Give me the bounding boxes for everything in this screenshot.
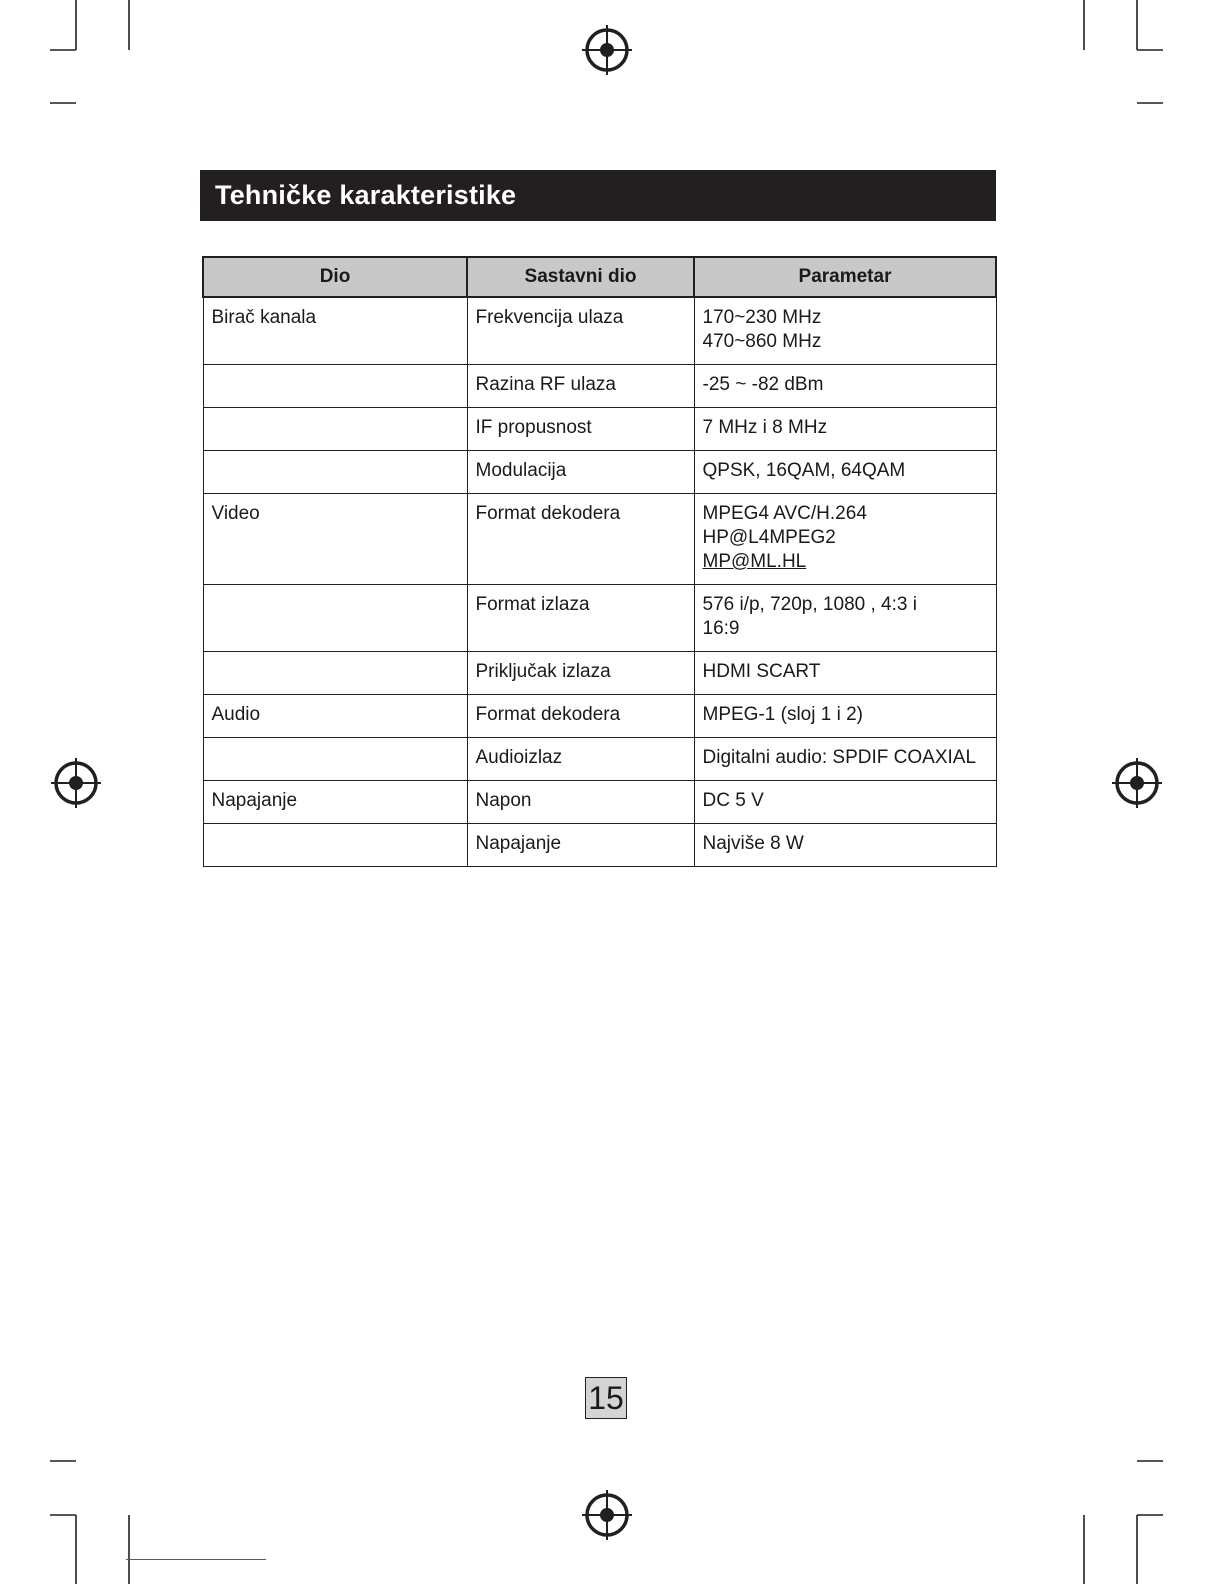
cell-parametar: [694, 451, 996, 494]
crop-mark-top-left: [50, 0, 129, 103]
cell-sastavni: Format dekodera: [467, 695, 694, 738]
header-parametar: Parametar: [694, 257, 996, 297]
section-title: Tehničke karakteristike: [215, 180, 517, 210]
cell-sastavni: Frekvencija ulaza: [467, 297, 694, 365]
param-line: HP@L4MPEG2: [702, 527, 836, 548]
cell-dio: [203, 652, 467, 695]
table-row: [203, 695, 996, 738]
divider-line: [126, 1559, 266, 1560]
cell-parametar: [694, 365, 996, 408]
cell-sastavni: IF propusnost: [467, 408, 694, 451]
param-line: HDMI SCART: [702, 661, 821, 682]
registration-mark-bottom: [582, 1490, 632, 1540]
cell-dio: [203, 365, 467, 408]
param-line: Najviše 8 W: [702, 833, 804, 854]
table-row: [203, 585, 996, 652]
table-row: [203, 297, 996, 365]
crop-mark-bottom-right: [1084, 1461, 1163, 1584]
table-row: [203, 824, 996, 867]
cell-parametar: [694, 781, 996, 824]
registration-mark-top: [582, 25, 632, 75]
section-title-bar: [200, 170, 996, 221]
param-line: 576 i/p, 720p, 1080 , 4:3 i: [702, 594, 917, 615]
table-row: [203, 451, 996, 494]
cell-parametar: [694, 738, 996, 781]
table-header-row: [203, 257, 996, 297]
cell-dio: [203, 585, 467, 652]
cell-parametar: [694, 695, 996, 738]
cell-dio: [203, 408, 467, 451]
cell-dio: Birač kanala: [203, 297, 467, 365]
registration-mark-right: [1112, 758, 1162, 808]
page-number: 15: [585, 1377, 627, 1419]
crop-mark-top-right: [1084, 0, 1163, 103]
cell-parametar: [694, 585, 996, 652]
param-line: 7 MHz i 8 MHz: [702, 417, 828, 438]
cell-dio: Audio: [203, 695, 467, 738]
cell-parametar: [694, 824, 996, 867]
param-line: 470~860 MHz: [702, 331, 822, 352]
header-dio: Dio: [203, 257, 467, 297]
table-row: [203, 408, 996, 451]
table-row: [203, 781, 996, 824]
cell-sastavni: Format izlaza: [467, 585, 694, 652]
table-row: [203, 652, 996, 695]
cell-parametar: [694, 652, 996, 695]
param-line: MPEG4 AVC/H.264: [702, 503, 867, 524]
cell-sastavni: Napon: [467, 781, 694, 824]
table-row: [203, 365, 996, 408]
cell-parametar: [694, 297, 996, 365]
cell-sastavni: Modulacija: [467, 451, 694, 494]
header-sastavni-dio: Sastavni dio: [467, 257, 694, 297]
param-line: Digitalni audio: SPDIF COAXIAL: [702, 747, 977, 768]
table-row: [203, 494, 996, 585]
cell-dio: [203, 738, 467, 781]
param-line: DC 5 V: [702, 790, 764, 811]
cell-sastavni: Razina RF ulaza: [467, 365, 694, 408]
param-line: QPSK, 16QAM, 64QAM: [702, 460, 906, 481]
crop-mark-bottom-left: [50, 1461, 129, 1584]
param-line: -25 ~ -82 dBm: [702, 374, 824, 395]
cell-dio: [203, 451, 467, 494]
cell-sastavni: Priključak izlaza: [467, 652, 694, 695]
cell-dio: [203, 824, 467, 867]
param-line: 170~230 MHz: [702, 307, 822, 328]
cell-sastavni: Napajanje: [467, 824, 694, 867]
spec-table: [202, 256, 997, 867]
registration-mark-left: [51, 758, 101, 808]
cell-sastavni: Format dekodera: [467, 494, 694, 585]
param-link[interactable]: MP@ML.HL: [702, 551, 807, 572]
cell-parametar: [694, 494, 996, 585]
cell-parametar: [694, 408, 996, 451]
table-row: [203, 738, 996, 781]
cell-dio: Napajanje: [203, 781, 467, 824]
param-line: MPEG-1 (sloj 1 i 2): [702, 704, 863, 725]
cell-sastavni: Audioizlaz: [467, 738, 694, 781]
param-line: 16:9: [702, 618, 740, 639]
cell-dio: Video: [203, 494, 467, 585]
